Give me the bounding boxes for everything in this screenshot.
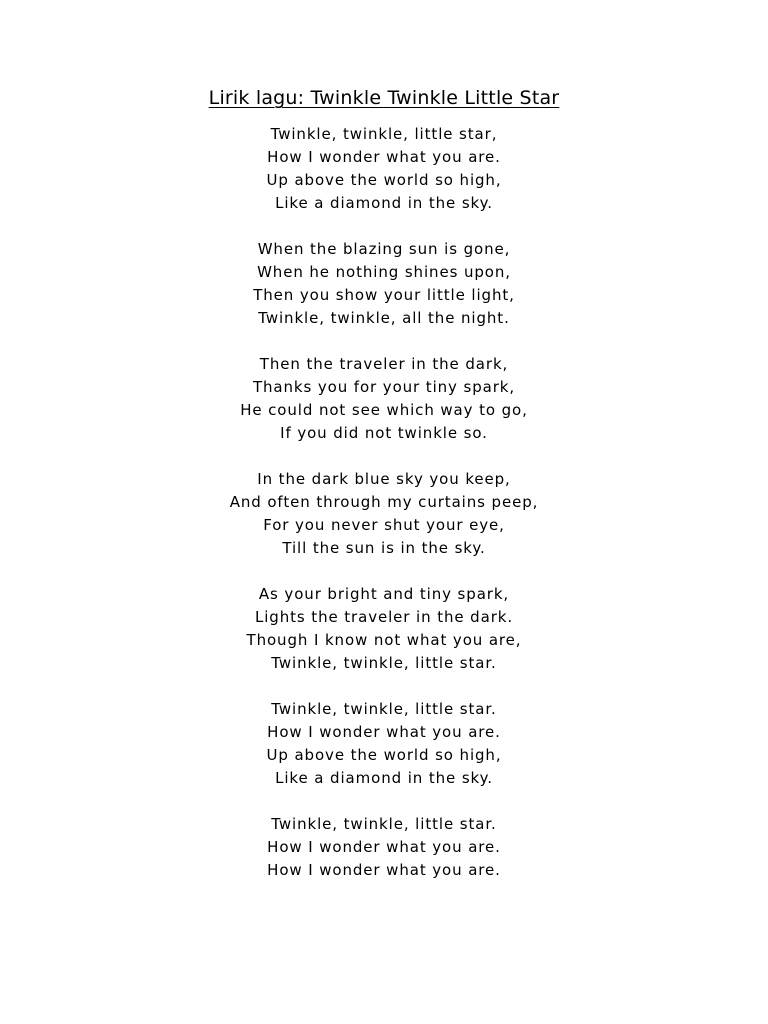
lyric-line: Twinkle, twinkle, little star. xyxy=(271,700,497,718)
lyric-line: Twinkle, twinkle, all the night. xyxy=(258,309,510,327)
document-title xyxy=(0,86,768,110)
stanza-7 xyxy=(0,813,768,882)
lyric-line: When the blazing sun is gone, xyxy=(257,240,511,258)
lyric-line: Twinkle, twinkle, little star, xyxy=(270,125,498,143)
lyric-line: In the dark blue sky you keep, xyxy=(257,470,511,488)
lyric-line: Thanks you for your tiny spark, xyxy=(252,378,516,396)
lyric-line: Like a diamond in the sky. xyxy=(275,194,493,212)
lyric-line: When he nothing shines upon, xyxy=(257,263,511,281)
lyric-line: Then the traveler in the dark, xyxy=(259,355,509,373)
stanza-1 xyxy=(0,123,768,215)
lyric-line: Till the sun is in the sky. xyxy=(282,539,486,557)
lyric-line: If you did not twinkle so. xyxy=(280,424,488,442)
lyric-line: Though I know not what you are, xyxy=(246,631,522,649)
lyric-line: Twinkle, twinkle, little star. xyxy=(271,654,497,672)
stanza-2 xyxy=(0,238,768,330)
lyric-line: Then you show your little light, xyxy=(253,286,515,304)
lyric-line: Like a diamond in the sky. xyxy=(275,769,493,787)
lyric-line: How I wonder what you are. xyxy=(267,861,501,879)
stanza-5 xyxy=(0,583,768,675)
title-text: Lirik lagu: Twinkle Twinkle Little Star xyxy=(208,87,560,109)
lyric-line: He could not see which way to go, xyxy=(240,401,528,419)
stanza-4 xyxy=(0,468,768,560)
lyric-line: Up above the world so high, xyxy=(266,746,502,764)
lyric-line: How I wonder what you are. xyxy=(267,148,501,166)
lyric-line: Lights the traveler in the dark. xyxy=(254,608,514,626)
stanza-6 xyxy=(0,698,768,790)
lyric-line: How I wonder what you are. xyxy=(267,723,501,741)
lyrics-body xyxy=(0,123,768,905)
lyric-line: As your bright and tiny spark, xyxy=(258,585,510,603)
stanza-3 xyxy=(0,353,768,445)
lyric-line: Up above the world so high, xyxy=(266,171,502,189)
lyric-line: And often through my curtains peep, xyxy=(229,493,539,511)
lyric-line: For you never shut your eye, xyxy=(263,516,505,534)
lyric-line: How I wonder what you are. xyxy=(267,838,501,856)
lyric-line: Twinkle, twinkle, little star. xyxy=(271,815,497,833)
